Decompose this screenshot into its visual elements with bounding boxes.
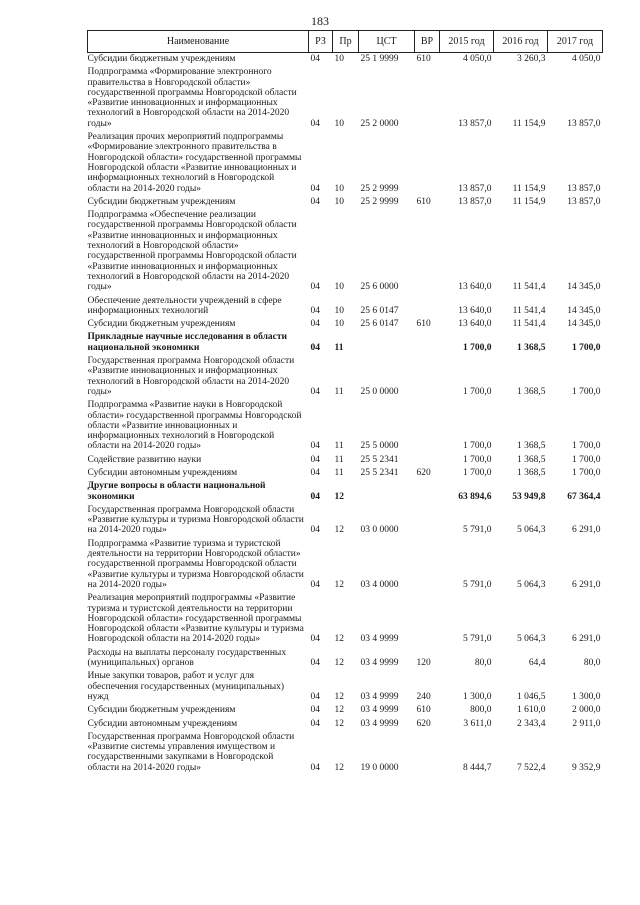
row-name: Подпрограмма «Формирование электронного правительства в Новгородской области» государственной программы Новгородской области «Развитие инновационных и информационных технологий в Новгородской области на 2014-2020 годы» [87,67,297,129]
header-2017: 2017 год [548,31,603,53]
row-2016: 1 610,0 [517,705,546,716]
table-row [88,196,603,209]
budget-table-wrapper [87,30,602,775]
table-row [88,467,603,480]
row-2017: 2 911,0 [572,718,601,729]
row-pr: 10 [334,118,344,129]
row-cst: 03 4 9999 [360,691,399,702]
row-2016: 1 368,5 [517,467,546,478]
page-number: 183 [311,14,329,28]
row-vr [415,66,440,131]
row-vr [415,331,440,355]
row-2017: 14 345,0 [567,305,601,316]
row-pr: 12 [334,525,344,536]
row-cst: 25 2 0000 [360,118,399,129]
row-2016: 1 368,5 [517,441,546,452]
row-2017: 1 700,0 [572,342,601,353]
row-rz: 04 [310,467,320,478]
table-row [88,53,603,67]
row-name: Подпрограмма «Развитие науки в Новгородской области» государственной программы Новгородской области «Развитие инновационных и информационных технологий в Новгородской области на 2014-2020 годы» [87,400,302,452]
row-name: Другие вопросы в области национальной экономики [87,481,266,502]
header-2016: 2016 год [494,31,548,53]
row-2016: 7 522,4 [517,762,546,773]
row-2017: 9 352,9 [572,762,601,773]
row-vr: 610 [416,319,431,330]
row-vr [415,731,440,775]
row-vr [415,355,440,399]
row-cst: 25 1 9999 [360,54,399,64]
row-name: Субсидии автономным учреждениям [87,467,238,478]
row-pr: 12 [334,762,344,773]
row-pr: 12 [334,718,344,729]
row-2016: 11 154,9 [512,183,546,194]
row-cst [359,480,415,504]
row-rz: 04 [310,762,320,773]
row-rz: 04 [310,386,320,397]
row-rz: 04 [310,282,320,293]
row-2016: 1 368,5 [517,454,546,465]
row-rz: 04 [310,454,320,465]
row-name: Субсидии бюджетным учреждениям [87,196,236,207]
row-rz: 04 [310,658,320,669]
row-vr [415,538,440,592]
row-cst: 03 4 9999 [360,634,399,645]
row-2017: 13 857,0 [567,183,601,194]
row-2017: 6 291,0 [572,525,601,536]
row-rz: 04 [310,579,320,590]
row-cst: 25 5 2341 [360,467,399,478]
row-rz: 04 [310,342,320,353]
row-2016: 5 064,3 [517,579,546,590]
row-name: Реализация мероприятий подпрограммы «Развитие туризма и туристской деятельности на территории Новгородской области» государственной программы Новгородской области «Развитие культуры и туризма Новгородской области на 2014-2020 годы» [87,593,304,645]
table-row [88,504,603,538]
row-name: Государственная программа Новгородской области «Развитие культуры и туризма Новгородской области на 2014-2020 годы» [87,504,304,536]
row-pr: 11 [334,441,344,452]
row-cst: 03 4 9999 [360,705,399,716]
row-2015: 13 857,0 [458,183,492,194]
row-name: Прикладные научные исследования в области национальной экономики [87,332,288,353]
row-2015: 63 894,6 [458,491,492,502]
row-cst: 19 0 0000 [360,762,399,773]
row-vr: 240 [416,691,431,702]
row-cst: 25 6 0000 [360,282,399,293]
row-2015: 8 444,7 [463,762,492,773]
row-2015: 3 611,0 [463,718,492,729]
row-pr: 11 [334,386,344,397]
table-body [88,53,603,776]
table-row [88,131,603,196]
row-2016: 2 343,4 [517,718,546,729]
row-vr [415,454,440,467]
row-rz: 04 [310,691,320,702]
row-rz: 04 [310,634,320,645]
row-2015: 1 300,0 [463,691,492,702]
row-vr [415,399,440,453]
table-row [88,480,603,504]
row-pr: 10 [334,183,344,194]
row-rz: 04 [310,183,320,194]
row-pr: 12 [334,634,344,645]
row-2015: 13 640,0 [458,282,492,293]
row-cst: 25 5 0000 [360,441,399,452]
row-vr [415,480,440,504]
row-vr [415,295,440,319]
row-rz: 04 [310,196,320,207]
row-2016: 11 154,9 [512,196,546,207]
row-2016: 1 046,5 [517,691,546,702]
row-pr: 11 [334,342,344,353]
row-2017: 1 700,0 [572,454,601,465]
row-2015: 1 700,0 [463,441,492,452]
header-name: Наименование [88,31,309,53]
row-2017: 2 000,0 [572,705,601,716]
row-pr: 10 [334,196,344,207]
row-2017: 1 700,0 [572,441,601,452]
row-2016: 11 541,4 [512,319,546,330]
row-2016: 5 064,3 [517,634,546,645]
table-header-row [88,31,603,53]
header-rz: РЗ [309,31,333,53]
row-cst: 03 0 0000 [360,525,399,536]
table-row [88,731,603,775]
row-pr: 10 [334,54,344,64]
row-cst: 03 4 9999 [360,658,399,669]
table-row [88,66,603,131]
row-2015: 13 857,0 [458,118,492,129]
row-vr [415,592,440,646]
row-vr: 610 [416,705,431,716]
row-name: Расходы на выплаты персоналу государственных (муниципальных) органов [87,647,287,669]
row-2015: 13 640,0 [458,305,492,316]
row-pr: 12 [334,658,344,669]
row-name: Государственная программа Новгородской области «Развитие инновационных и информационных технологий в Новгородской области на 2014-2020 годы» [87,356,295,397]
header-2015: 2015 год [440,31,494,53]
row-rz: 04 [310,305,320,316]
row-pr: 12 [334,491,344,502]
budget-table [87,30,603,775]
table-row [88,454,603,467]
row-vr: 610 [416,196,431,207]
row-rz: 04 [310,705,320,716]
row-rz: 04 [310,54,320,64]
row-cst: 25 2 9999 [360,196,399,207]
row-2015: 4 050,0 [463,54,492,64]
row-rz: 04 [310,319,320,330]
row-2015: 1 700,0 [463,342,492,353]
row-name: Иные закупки товаров, работ и услуг для обеспечения государственных (муниципальных) нужд [87,671,285,702]
row-2015: 1 700,0 [463,467,492,478]
table-row [88,718,603,731]
row-pr: 11 [334,467,344,478]
row-2015: 1 700,0 [463,386,492,397]
row-2016: 11 541,4 [512,282,546,293]
row-2016: 53 949,8 [512,491,546,502]
row-vr [415,131,440,196]
row-vr: 620 [416,718,431,729]
row-2017: 67 364,4 [567,491,601,502]
row-name: Субсидии бюджетным учреждениям [87,54,236,64]
header-cst: ЦСТ [359,31,415,53]
row-2015: 80,0 [474,658,492,669]
row-2015: 5 791,0 [463,634,492,645]
row-name: Реализация прочих мероприятий подпрограммы «Формирование электронного правительства в Новгородской области» государственной программы Новгородской области «Развитие инновационных и информационных технологий в Новгородской области на 2014-2020 годы» [87,132,302,194]
row-pr: 12 [334,705,344,716]
row-vr: 120 [416,658,431,669]
row-pr: 12 [334,691,344,702]
row-cst [359,331,415,355]
row-2017: 80,0 [583,658,601,669]
table-row [88,355,603,399]
table-row [88,318,603,331]
row-name: Субсидии автономным учреждениям [87,718,238,729]
row-rz: 04 [310,118,320,129]
row-rz: 04 [310,525,320,536]
row-cst: 25 5 2341 [360,454,399,465]
table-row [88,592,603,646]
row-pr: 10 [334,319,344,330]
row-name: Государственная программа Новгородской области «Развитие системы управления имуществом и государственными закупками в Новгородской области на 2014-2020 годы» [87,731,295,773]
table-row [88,704,603,717]
table-row [88,399,603,453]
row-rz: 04 [310,718,320,729]
row-2016: 11 541,4 [512,305,546,316]
row-pr: 10 [334,305,344,316]
row-2015: 800,0 [470,705,492,716]
row-pr: 10 [334,282,344,293]
row-pr: 11 [334,454,344,465]
row-2017: 1 700,0 [572,386,601,397]
row-2016: 64,4 [528,658,546,669]
row-2017: 6 291,0 [572,634,601,645]
table-row [88,670,603,704]
row-rz: 04 [310,441,320,452]
table-row [88,538,603,592]
row-name: Субсидии бюджетным учреждениям [87,705,236,716]
table-row [88,295,603,319]
row-cst: 25 6 0147 [360,319,399,330]
row-cst: 25 0 0000 [360,386,399,397]
row-name: Обеспечение деятельности учреждений в сфере информационных технологий [87,295,282,316]
row-2016: 1 368,5 [517,342,546,353]
row-2017: 4 050,0 [572,54,601,64]
row-2017: 13 857,0 [567,118,601,129]
row-name: Подпрограмма «Обеспечение реализации государственной программы Новгородской области «Развитие инновационных и информационных технологий в Новгородской области» государственной программы Новгородской области «Развитие инновационных и информационных технологий в Новгородской области на 2014-2020 годы» [87,210,297,293]
row-cst: 03 4 0000 [360,579,399,590]
row-2015: 1 700,0 [463,454,492,465]
row-vr [415,209,440,294]
row-cst: 03 4 9999 [360,718,399,729]
row-2015: 5 791,0 [463,579,492,590]
table-row [88,331,603,355]
row-2016: 3 260,3 [517,54,546,64]
row-2017: 6 291,0 [572,579,601,590]
row-name: Содействие развитию науки [87,454,202,465]
row-pr: 12 [334,579,344,590]
row-2015: 13 640,0 [458,319,492,330]
row-vr [415,504,440,538]
table-row [88,209,603,294]
row-2016: 1 368,5 [517,386,546,397]
row-2015: 13 857,0 [458,196,492,207]
row-2016: 5 064,3 [517,525,546,536]
row-rz: 04 [310,491,320,502]
row-cst: 25 6 0147 [360,305,399,316]
row-name: Подпрограмма «Развитие туризма и туристской деятельности на территории Новгородской области» государственной программы Новгородской области «Развитие культуры и туризма Новгородской области на 2014-2020 годы» [87,538,304,590]
header-pr: Пр [333,31,359,53]
row-2017: 13 857,0 [567,196,601,207]
row-2017: 1 300,0 [572,691,601,702]
row-2017: 1 700,0 [572,467,601,478]
row-2017: 14 345,0 [567,319,601,330]
header-vr: ВР [415,31,440,53]
row-name: Субсидии бюджетным учреждениям [87,319,236,330]
table-row [88,647,603,671]
row-2017: 14 345,0 [567,282,601,293]
row-vr: 610 [416,54,431,64]
row-cst: 25 2 9999 [360,183,399,194]
row-vr: 620 [416,467,431,478]
row-2015: 5 791,0 [463,525,492,536]
row-2016: 11 154,9 [512,118,546,129]
